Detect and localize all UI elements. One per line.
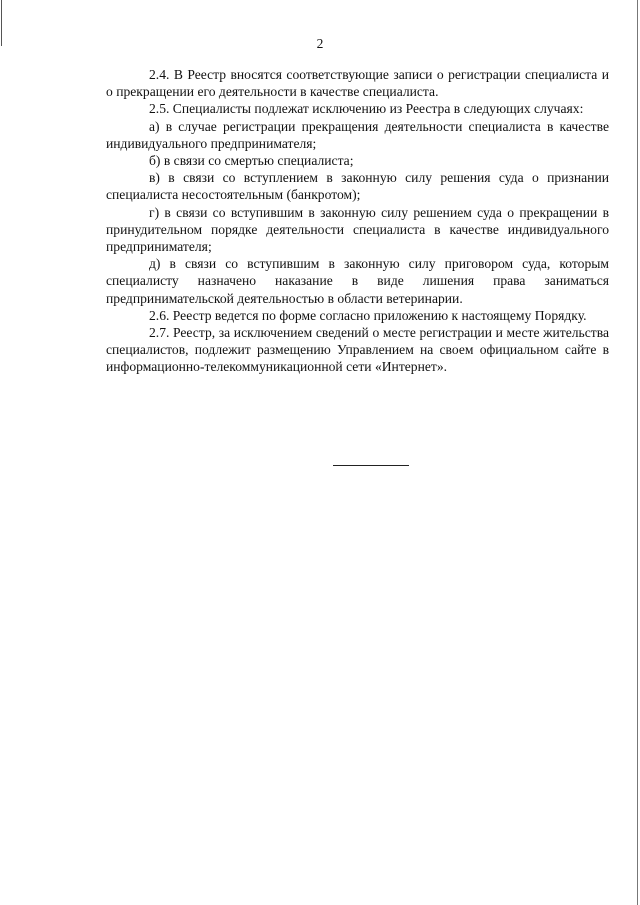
list-item-a: а) в случае регистрации прекращения деятельности специалиста в качестве индивидуального предпринимателя; [106,118,609,151]
list-item-d: д) в связи со вступившим в законную силу приговором суда, которым специалисту назначено наказание в виде лишения права заниматься предпринимательской деятельностью в области ветеринарии. [106,256,609,306]
scan-edge-right [637,0,638,905]
paragraph-2-4: 2.4. В Реестр вносятся соответствующие записи о регистрации специалиста и о прекращении его деятельности в качестве специалиста. [106,67,609,100]
page-number: 2 [316,36,324,51]
document-body [106,66,609,376]
end-separator-line [333,465,409,466]
paragraph-2-7: 2.7. Реестр, за исключением сведений о месте регистрации и месте жительства специалистов, подлежит размещению Управлением на своем официальном сайте в информационно-телекоммуникационной сети «Интернет». [106,325,609,375]
paragraph-2-5: 2.5. Специалисты подлежат исключению из Реестра в следующих случаях: [149,101,584,117]
list-item-b: б) в связи со смертью специалиста; [149,153,354,169]
list-item-g: г) в связи со вступившим в законную силу решением суда о прекращении в принудительном порядке деятельности специалиста в качестве индивидуального предпринимателя; [106,204,609,255]
list-item-v: в) в связи со вступлением в законную силу решения суда о признании специалиста несостоятельным (банкротом); [106,170,609,203]
paragraph-2-6: 2.6. Реестр ведется по форме согласно приложению к настоящему Порядку. [149,307,587,323]
